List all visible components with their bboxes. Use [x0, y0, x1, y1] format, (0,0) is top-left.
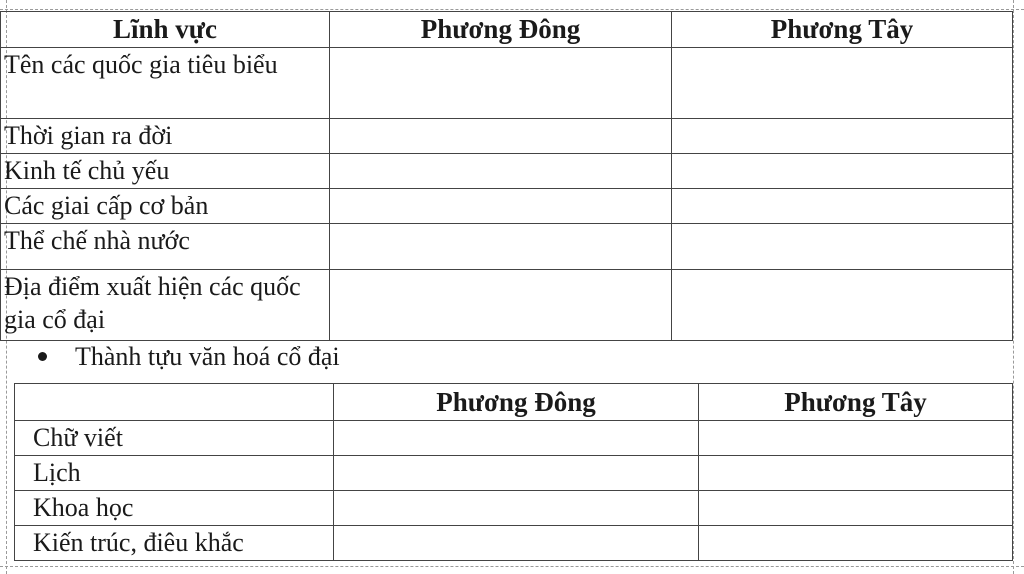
table-row: [1, 119, 1013, 154]
cell-east[interactable]: [330, 224, 672, 270]
cell-west[interactable]: [672, 48, 1013, 119]
cell-west[interactable]: [699, 491, 1013, 526]
comparison-table: [0, 11, 1013, 341]
margin-guide-right: [1013, 0, 1014, 574]
row-label: Chữ viết: [15, 421, 334, 456]
bullet-text: Thành tựu văn hoá cổ đại: [75, 342, 340, 371]
table-row: [15, 491, 1013, 526]
row-label: Thời gian ra đời: [1, 119, 330, 154]
table-row: [1, 270, 1013, 341]
table-row: [1, 154, 1013, 189]
margin-guide-bottom: [0, 566, 1024, 567]
cell-east[interactable]: [334, 421, 699, 456]
cell-east[interactable]: [330, 270, 672, 341]
header-empty: [15, 384, 334, 421]
row-label: Địa điểm xuất hiện các quốc gia cổ đại: [1, 270, 330, 341]
header-phuong-dong: Phương Đông: [330, 12, 672, 48]
cell-east[interactable]: [330, 154, 672, 189]
cell-west[interactable]: [672, 270, 1013, 341]
header-phuong-dong: Phương Đông: [334, 384, 699, 421]
header-phuong-tay: Phương Tây: [699, 384, 1013, 421]
cell-west[interactable]: [672, 189, 1013, 224]
cell-west[interactable]: [672, 119, 1013, 154]
row-label: Tên các quốc gia tiêu biểu: [1, 48, 330, 119]
margin-guide-top: [0, 9, 1024, 10]
cell-west[interactable]: [699, 456, 1013, 491]
cell-east[interactable]: [334, 526, 699, 561]
cell-east[interactable]: [330, 189, 672, 224]
cell-west[interactable]: [672, 154, 1013, 189]
cell-west[interactable]: [672, 224, 1013, 270]
table-row: [15, 456, 1013, 491]
bullet-item: [38, 340, 340, 374]
table-row: [1, 48, 1013, 119]
bullet-icon: [38, 352, 47, 361]
header-phuong-tay: Phương Tây: [672, 12, 1013, 48]
row-label: Lịch: [15, 456, 334, 491]
row-label: Khoa học: [15, 491, 334, 526]
cell-east[interactable]: [334, 456, 699, 491]
row-label: Thể chế nhà nước: [1, 224, 330, 270]
table-header-row: [1, 12, 1013, 48]
cell-east[interactable]: [330, 48, 672, 119]
cell-east[interactable]: [330, 119, 672, 154]
table-row: [15, 526, 1013, 561]
cell-west[interactable]: [699, 421, 1013, 456]
table-row: [1, 224, 1013, 270]
row-label: Các giai cấp cơ bản: [1, 189, 330, 224]
table-row: [1, 189, 1013, 224]
cell-east[interactable]: [334, 491, 699, 526]
table-header-row: [15, 384, 1013, 421]
table-row: [15, 421, 1013, 456]
row-label: Kinh tế chủ yếu: [1, 154, 330, 189]
culture-achievements-table: [14, 383, 1013, 561]
row-label: Kiến trúc, điêu khắc: [15, 526, 334, 561]
header-linh-vuc: Lĩnh vực: [1, 12, 330, 48]
cell-west[interactable]: [699, 526, 1013, 561]
